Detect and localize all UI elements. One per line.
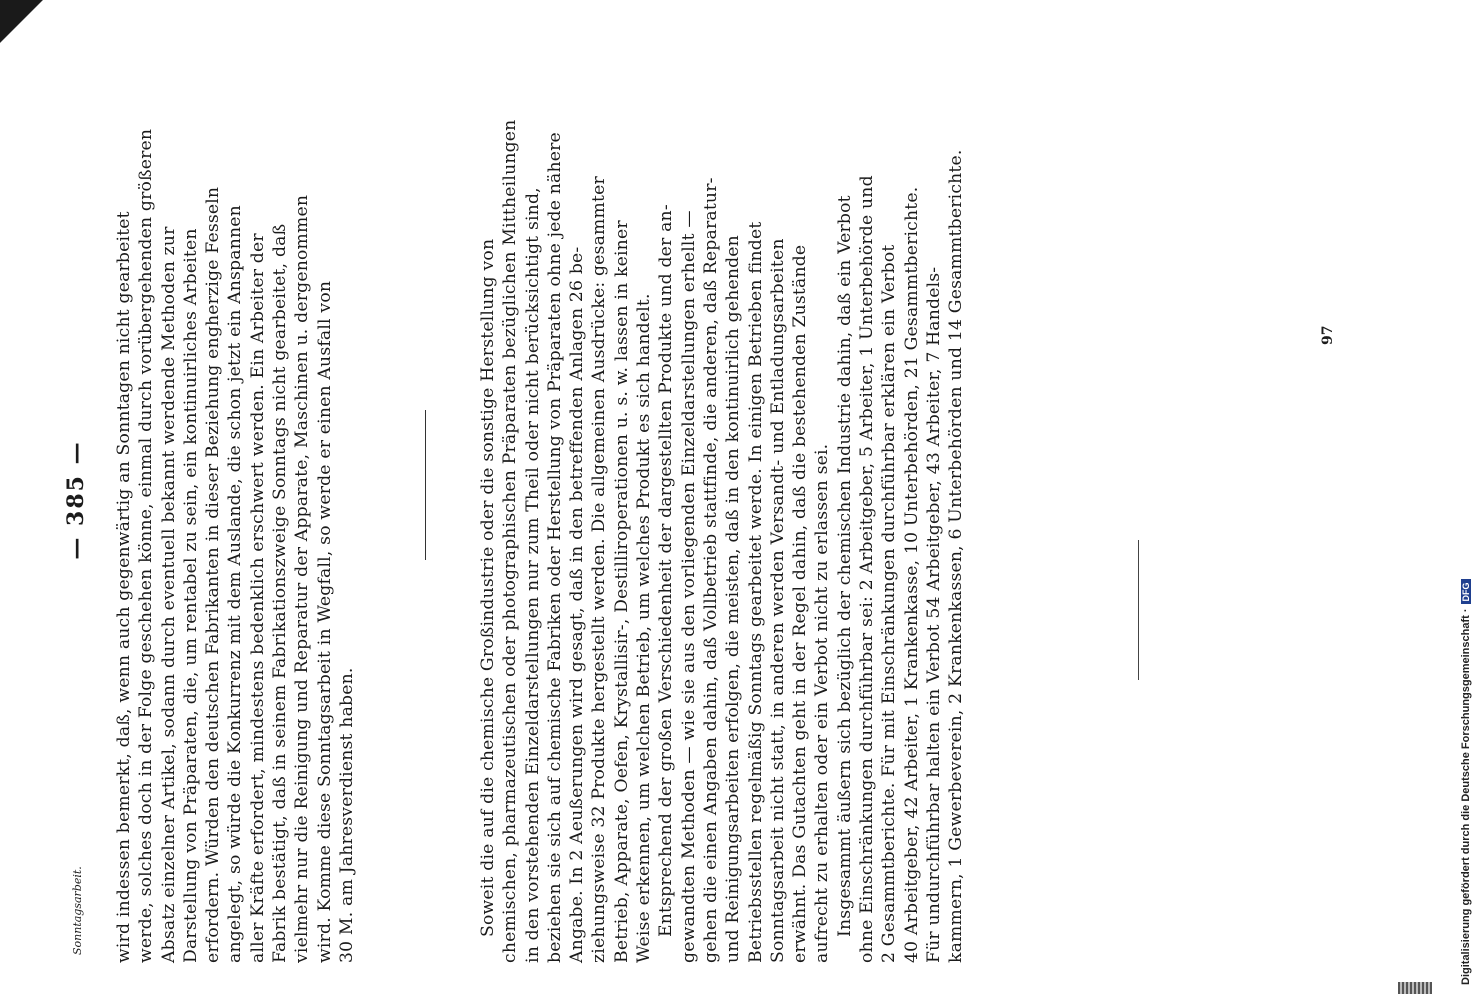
text-line: Sonntagsarbeit nicht statt, in anderen werden Versandt- und Entladungsarbeiten [767, 238, 788, 963]
printer-signature-number: 97 [1320, 325, 1336, 345]
text-line: erwähnt. Das Gutachten geht in der Regel dahin, daß die bestehenden Zustände [790, 244, 811, 963]
text-line: beziehen sie sich auf chemische Fabriken oder Herstellung von Präparaten ohne jede nähere [544, 132, 565, 963]
text-line: werde, solches doch in der Folge geschehen könne, einmal durch vorübergehenden größeren [136, 128, 157, 963]
section-divider [425, 410, 426, 560]
text-line: ohne Einschränkungen durchführbar sei: 2 Arbeitgeber, 5 Arbeiter, 1 Unterbehörde und [857, 175, 878, 963]
text-line: Insgesammt äußern sich bezüglich der chemischen Industrie dahin, daß ein Verbot [834, 195, 855, 937]
text-line: kammern, 1 Gewerbeverein, 2 Krankenkassen, 6 Unterbehörden und 14 Gesammtberichte. [946, 149, 967, 963]
running-title: Sonntagsarbeit. [71, 866, 84, 955]
text-line: 30 M. am Jahresverdienst haben. [336, 667, 357, 963]
running-header [65, 35, 95, 965]
scan-edge-artifact [1398, 982, 1432, 994]
text-line: chemischen, pharmazeutischen oder photographischen Präparaten bezüglichen Mittheilungen [500, 119, 521, 963]
scan-corner-shadow [0, 0, 46, 60]
paragraph-block-1 [113, 67, 358, 963]
text-line: Angabe. In 2 Aeußerungen wird gesagt, daß in den betreffenden Anlagen 26 be- [567, 246, 588, 963]
text-line: und Reinigungsarbeiten erfolgen, die meisten, daß in den kontinuirlich gehenden [723, 235, 744, 963]
text-line: ziehungsweise 32 Produkte hergestellt werden. Die allgemeinen Ausdrücke: gesammter [589, 176, 610, 963]
text-line: angelegt, so würde die Konkurrenz mit dem Auslande, die schon jetzt ein Anspannen [225, 205, 246, 963]
dfg-logo: DFG [1461, 579, 1471, 604]
text-line: Darstellung von Präparaten, die, um rentabel zu sein, ein kontinuirliches Arbeiten [180, 228, 201, 963]
text-line: gewandten Methoden — wie sie aus den vorliegenden Einzeldarstellungen erhellt — [678, 210, 699, 963]
text-line: erfordern. Würden den deutschen Fabrikanten in dieser Beziehung engherzige Fesseln [203, 186, 224, 963]
text-line: wird indessen bemerkt, daß, wenn auch gegenwärtig an Sonntagen nicht gearbeitet [114, 211, 134, 963]
text-line: aufrecht zu erhalten oder ein Verbot nicht zu erlassen sei. [812, 443, 833, 963]
text-line: aller Kräfte erfordert, mindestens bedenklich erschwert werden. Ein Arbeiter der [247, 233, 268, 963]
text-line: wird. Komme diese Sonntagsarbeit in Wegfall, so werde er einen Ausfall von [314, 280, 335, 963]
paragraph-block-2 [477, 67, 968, 963]
text-line: Entsprechend der großen Verschiedenheit der dargestellten Produkte und der an- [656, 204, 677, 937]
page-number: — 385 — [63, 440, 89, 560]
text-line: Für undurchführbar halten ein Verbot 54 Arbeitgeber, 43 Arbeiter, 7 Handels- [923, 266, 944, 963]
text-line: Fabrik bestätigt, daß in seinem Fabrikationszweige Sonntags nicht gearbeitet, daß [270, 223, 291, 963]
credit-text: Digitalisierung gefördert durch die Deutsche Forschungsgemeinschaft · [1460, 608, 1472, 985]
footer-divider [1138, 540, 1139, 680]
text-line: vielmehr nur die Reinigung und Reparatur der Apparate, Maschinen u. dergenommen [292, 194, 313, 963]
text-line: in den vorstehenden Einzeldarstellungen nur zum Theil oder nicht berücksichtigt sind, [522, 187, 543, 963]
text-line: 40 Arbeitgeber, 42 Arbeiter, 1 Krankenkasse, 10 Unterbehörden, 21 Gesammtberichte. [901, 186, 922, 963]
text-line: Absatz einzelner Artikel, sodann durch eventuell bekannt werdende Methoden zur [158, 226, 179, 963]
text-line: gehen die einen Angaben dahin, daß Vollbetrieb stattfinde, die anderen, daß Reparatur- [700, 177, 721, 963]
digitization-credit [1460, 5, 1476, 985]
text-line: Weise erkennen, um welchen Betrieb, um welches Produkt es sich handelt. [634, 293, 655, 963]
text-line: Betrieb, Apparate, Oefen, Krystallisir-, Destilliroperationen u. s. w. lassen in keiner [611, 220, 632, 963]
rotated-book-page [63, 35, 1336, 965]
text-line: Betriebsstellen regelmäßig Sonntags gearbeitet werde. In einigen Betrieben findet [745, 221, 766, 963]
text-line: 2 Gesammtberichte. Für mit Einschränkungen durchführbar erklären ein Verbot [879, 244, 900, 963]
text-line: Soweit die auf die chemische Großindustrie oder die sonstige Herstellung von [478, 238, 498, 937]
